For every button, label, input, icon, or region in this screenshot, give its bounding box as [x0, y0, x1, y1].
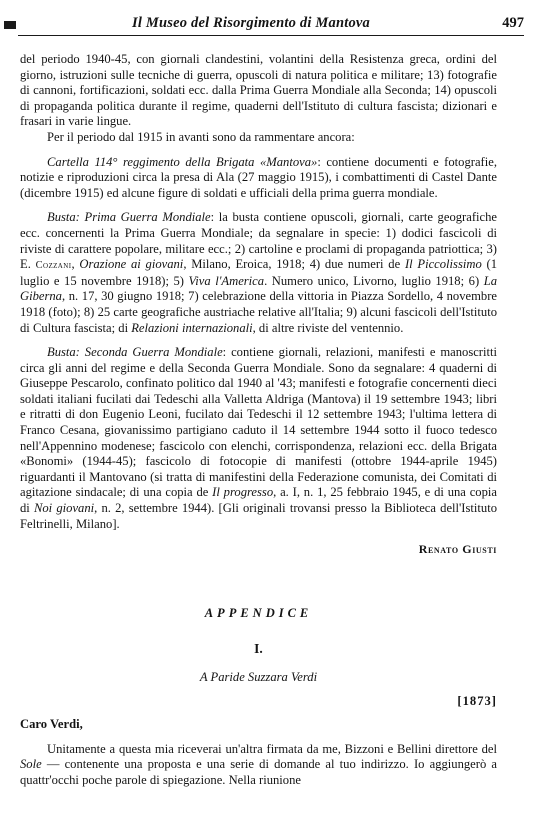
section-number: I.: [254, 641, 263, 657]
text-line: quaderni dell'Istituto di cultura fascista; dizionari e frasari in varie lingue.: [20, 98, 497, 129]
paragraph-busta-prima-guerra: [20, 210, 497, 336]
letter-date: [1873]: [457, 693, 497, 708]
text-run: , Milano, Eroica, 1918; 4) due numeri de: [183, 257, 405, 272]
text-run: . Numero unico, Livorno, luglio 1918; 6): [264, 273, 484, 288]
text-run: , di altre riviste del ventennio.: [252, 320, 404, 335]
text-line: Mondiale alla Seconda; 14) opuscoli di propaganda politica durante il regime,: [20, 83, 498, 113]
text-line: ordini del giorno, istruzioni sulle tecniche di guerra, opuscoli di natura politica: [20, 52, 498, 82]
item-description: : contiene documenti e fotografie, notizie e riproduzioni circa la presa di Ala (27 maggio 1915), i combattimenti di Castel Dante (dicembre 1915) ed alcune figure di soldati e ufficiali della prima guerra mondiale.: [20, 154, 497, 200]
text-run: ,: [71, 257, 80, 272]
text-run: Unitamente a questa mia riceverai un'altra firmata da me, Bizzoni e Bellini direttore del: [47, 741, 497, 756]
running-title: Il Museo del Risorgimento di Mantova: [131, 15, 371, 31]
text-run: (1 luglio e 15 novembre 1918); 5): [20, 257, 497, 288]
text-run: , n. 2, settembre 1944). [Gli originali trovansi presso la Biblioteca dell'Istituto Feltrinelli, Milano].: [20, 501, 497, 531]
periodical-title: Viva l'America: [188, 273, 265, 288]
author-name: Cozzani: [35, 260, 72, 272]
periodical-title: La Giberna: [20, 273, 497, 304]
text-run: : la busta contiene opuscoli, giornali, carte geografiche ecc. concernenti la Prima Guerra Mondiale; da segnalare in specie: 1) dodici fascicoli di riviste di carattere popolare, militare ecc.; 2) cartoline e proclami di propaganda patriottica; 3) E.: [20, 210, 497, 272]
letter-addressee: A Paride Suzzara Verdi: [199, 670, 318, 684]
text-run: , n. 17, 30 giugno 1918; 7) celebrazione della vittoria in Piazza Sordello, 4 novembre 1918 (foto); 8) 25 carte geografiche austriache relative all'Italia; 9) alcuni fascicoli dell'Istituto di Cultura fascista; di: [20, 289, 497, 335]
item-heading: Busta: Prima Guerra Mondiale: [47, 210, 211, 225]
page-body: [20, 52, 497, 789]
item-heading: Cartella 114° reggimento della Brigata «Mantova»: [47, 154, 318, 169]
periodical-title: Noi giovani: [33, 501, 95, 516]
page-number: 497: [502, 15, 524, 31]
letter-salutation: Caro Verdi,: [20, 717, 83, 732]
text-run: , a. I, n. 1, 25 febbraio 1945, e di una copia di: [20, 485, 497, 516]
author-signature: Renato Giusti: [418, 542, 497, 557]
item-heading: Busta: Seconda Guerra Mondiale: [47, 345, 223, 360]
text-run: : contiene giornali, relazioni, manifesti e manoscritti circa gli anni del regime e della Seconda Guerra Mondiale. Sono da segnalare: 4 quaderni di Giuseppe Pescarolo, confinato politico dal 1940 al '43; manifesti e fotografie concernenti dieci soldati italiani fucilati dai Tedeschi alla Valletta Aldriga (Mantova) il 19 settembre 1943; libri e ritratti di don Eugenio Leoni, fucilato dai Tedeschi il 12 settembre 1943; l'ultima lettera di Franco Cesana, giovanissimo partigiano caduto il 14 settembre 1944 sotto il fuoco tedesco nell'Appennino modenese; fascicolo con elenchi, corrispondenza, relazioni ecc. della Brigata «Bonomi» (1944-45); fascicolo di fotocopie di manifesti (ottobre 1944-aprile 1945) riguardanti il Mantovano (si tratta di manifestini della Federazione comunista, dei Comitati di agitazione sindacale; di una copia de: [20, 345, 497, 500]
periodical-title: Relazioni internazionali: [131, 320, 253, 335]
periodical-title: Il Piccolissimo: [404, 257, 482, 272]
text-line: del periodo 1940-45, con giornali clandestini, volantini della Resistenza greca,: [20, 52, 440, 66]
corner-mark: [4, 21, 16, 29]
letter-body: [20, 742, 497, 789]
text-line: e militare; 13) fotografie di cannoni, fortificazioni, soldati ecc. dalla Prima Guerra: [20, 67, 498, 98]
paragraph-continuation: [20, 52, 497, 130]
newspaper-title: Sole: [20, 757, 42, 772]
appendix-title: APPENDICE: [204, 605, 313, 620]
book-title: Orazione ai giovani: [79, 257, 184, 272]
text-run: — contenente una proposta e una serie di domande al tuo indirizzo. Io aggiungerò a quattr'occhi poche parole di spiegazione. Nella riunione: [20, 757, 497, 787]
paragraph-busta-seconda-guerra: [20, 345, 497, 532]
running-header: [18, 13, 524, 36]
periodical-title: Il progresso: [212, 485, 274, 500]
paragraph-cartella: [20, 155, 497, 202]
paragraph-intro: Per il periodo dal 1915 in avanti sono da rammentare ancora:: [47, 129, 355, 144]
